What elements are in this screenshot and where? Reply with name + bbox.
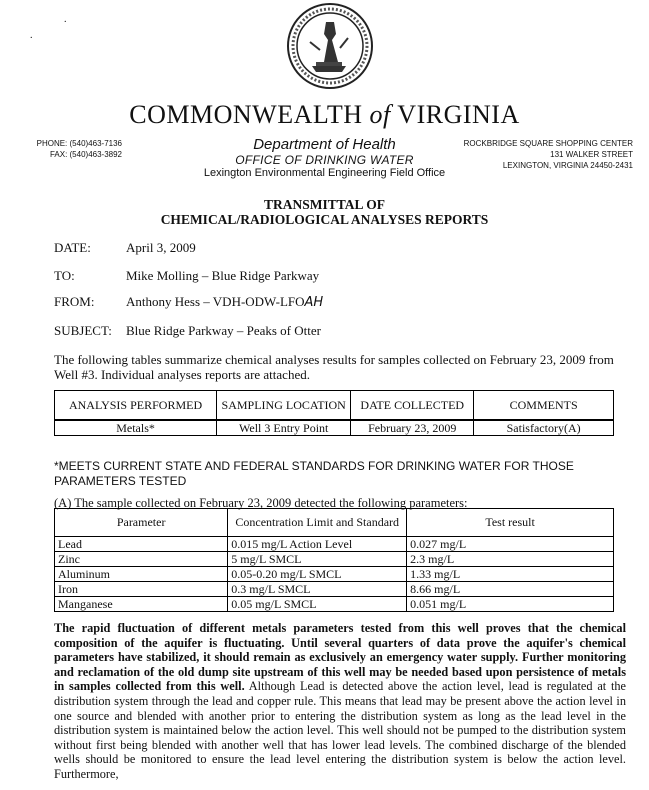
results-cell: 5 mg/L SMCL [228,552,407,567]
phone: PHONE: (540)463-7136 [36,139,122,148]
date-value: April 3, 2009 [126,240,196,255]
body-paragraph [54,621,626,782]
to-label: TO: [54,268,75,283]
results-caption: (A) The sample collected on February 23, 2009 detected the following parameters: [54,496,468,510]
virginia-seal-icon [282,0,378,92]
subject-label: SUBJECT: [54,323,112,338]
date-field [54,240,196,256]
fax: FAX: (540)463-3892 [49,150,122,159]
results-header-cell: Test result [407,509,614,537]
subject-field [54,323,321,339]
summary-header-cell: DATE COLLECTED [351,391,474,421]
report-title [0,197,649,227]
body-bold-text: The rapid fluctuation of different metals parameters tested from this well proves that the chemical composition of the aquifer is fluctuating. Until several quarters of data prove the aquifer's chemical parameters have stabilized, it should remain as exclusively an emergency water supply. Further monitoring and reclamation of the old dump site upstream of this well may be needed based upon persistence of metals in samples collected from this well. [54,621,626,694]
results-cell: Manganese [55,597,228,612]
address-line1: ROCKBRIDGE SQUARE SHOPPING CENTER [463,139,633,148]
results-cell: Zinc [55,552,228,567]
address-line2: 131 WALKER STREET [550,150,633,159]
from-initials: AH [304,295,324,310]
results-cell: 8.66 mg/L [407,582,614,597]
table-row [55,567,614,582]
summary-header-cell: COMMENTS [474,391,614,421]
address-line3: LEXINGTON, VIRGINIA 24450-2431 [502,161,633,170]
results-cell: 0.051 mg/L [407,597,614,612]
summary-cell: Well 3 Entry Point [217,420,351,436]
results-cell: 0.027 mg/L [407,537,614,552]
summary-table [54,390,614,436]
results-cell: 0.3 mg/L SMCL [228,582,407,597]
intro-paragraph: The following tables summarize chemical analyses results for samples collected on February 23, 2009 from Well #3. Individual analyses reports are attached. [54,352,614,382]
results-cell: 0.05-0.20 mg/L SMCL [228,567,407,582]
results-header-row [55,509,614,537]
from-label: FROM: [54,294,95,309]
summary-cell: Satisfactory(A) [474,420,614,436]
from-field [54,294,323,310]
results-cell: 2.3 mg/L [407,552,614,567]
body-normal-text: Although Lead is detected above the action level, lead is regulated at the distribution system through the lead and copper rule. This means that lead may be present above the action level in one source and blended with another prior to entering the distribution system as long as the lead level in the distribution system is maintained below the action level. This well should not be pumped to the distribution system without first being blended with another well that has lower lead levels. The combined discharge of the blended wells should be monitored to ensure the lead level entering the distribution system is below the action level. Furthermore, [54,679,626,781]
to-value: Mike Molling – Blue Ridge Parkway [126,268,320,283]
table-row [55,582,614,597]
standards-note: *MEETS CURRENT STATE AND FEDERAL STANDARDS FOR DRINKING WATER FOR THOSE PARAMETERS TESTED [54,459,574,488]
table-row [55,420,614,436]
summary-cell: February 23, 2009 [351,420,474,436]
summary-cell: Metals* [55,420,217,436]
commonwealth-title [0,100,649,130]
summary-header-row [55,391,614,421]
summary-header-cell: SAMPLING LOCATION [217,391,351,421]
report-title-line1: TRANSMITTAL OF [264,197,385,212]
results-table [54,508,614,612]
table-row [55,552,614,567]
table-row [55,597,614,612]
date-label: DATE: [54,240,91,255]
results-cell: Iron [55,582,228,597]
office-name: OFFICE OF DRINKING WATER [235,153,414,167]
title-state: VIRGINIA [397,100,520,129]
title-of: of [369,100,391,129]
report-title-line2: CHEMICAL/RADIOLOGICAL ANALYSES REPORTS [160,212,489,227]
to-field [54,268,319,284]
address-block [440,138,633,171]
subject-value: Blue Ridge Parkway – Peaks of Otter [126,323,321,338]
field-office-name: Lexington Environmental Engineering Field Office [203,167,446,179]
results-cell: 1.33 mg/L [407,567,614,582]
title-main: COMMONWEALTH [129,100,363,129]
table-row [55,537,614,552]
department-name: Department of Health [253,136,396,153]
results-cell: Lead [55,537,228,552]
summary-header-cell: ANALYSIS PERFORMED [55,391,217,421]
results-header-cell: Concentration Limit and Standard [228,509,407,537]
from-value: Anthony Hess – VDH-ODW-LFO [126,294,305,309]
results-cell: 0.015 mg/L Action Level [228,537,407,552]
results-cell: Aluminum [55,567,228,582]
results-cell: 0.05 mg/L SMCL [228,597,407,612]
results-header-cell: Parameter [55,509,228,537]
